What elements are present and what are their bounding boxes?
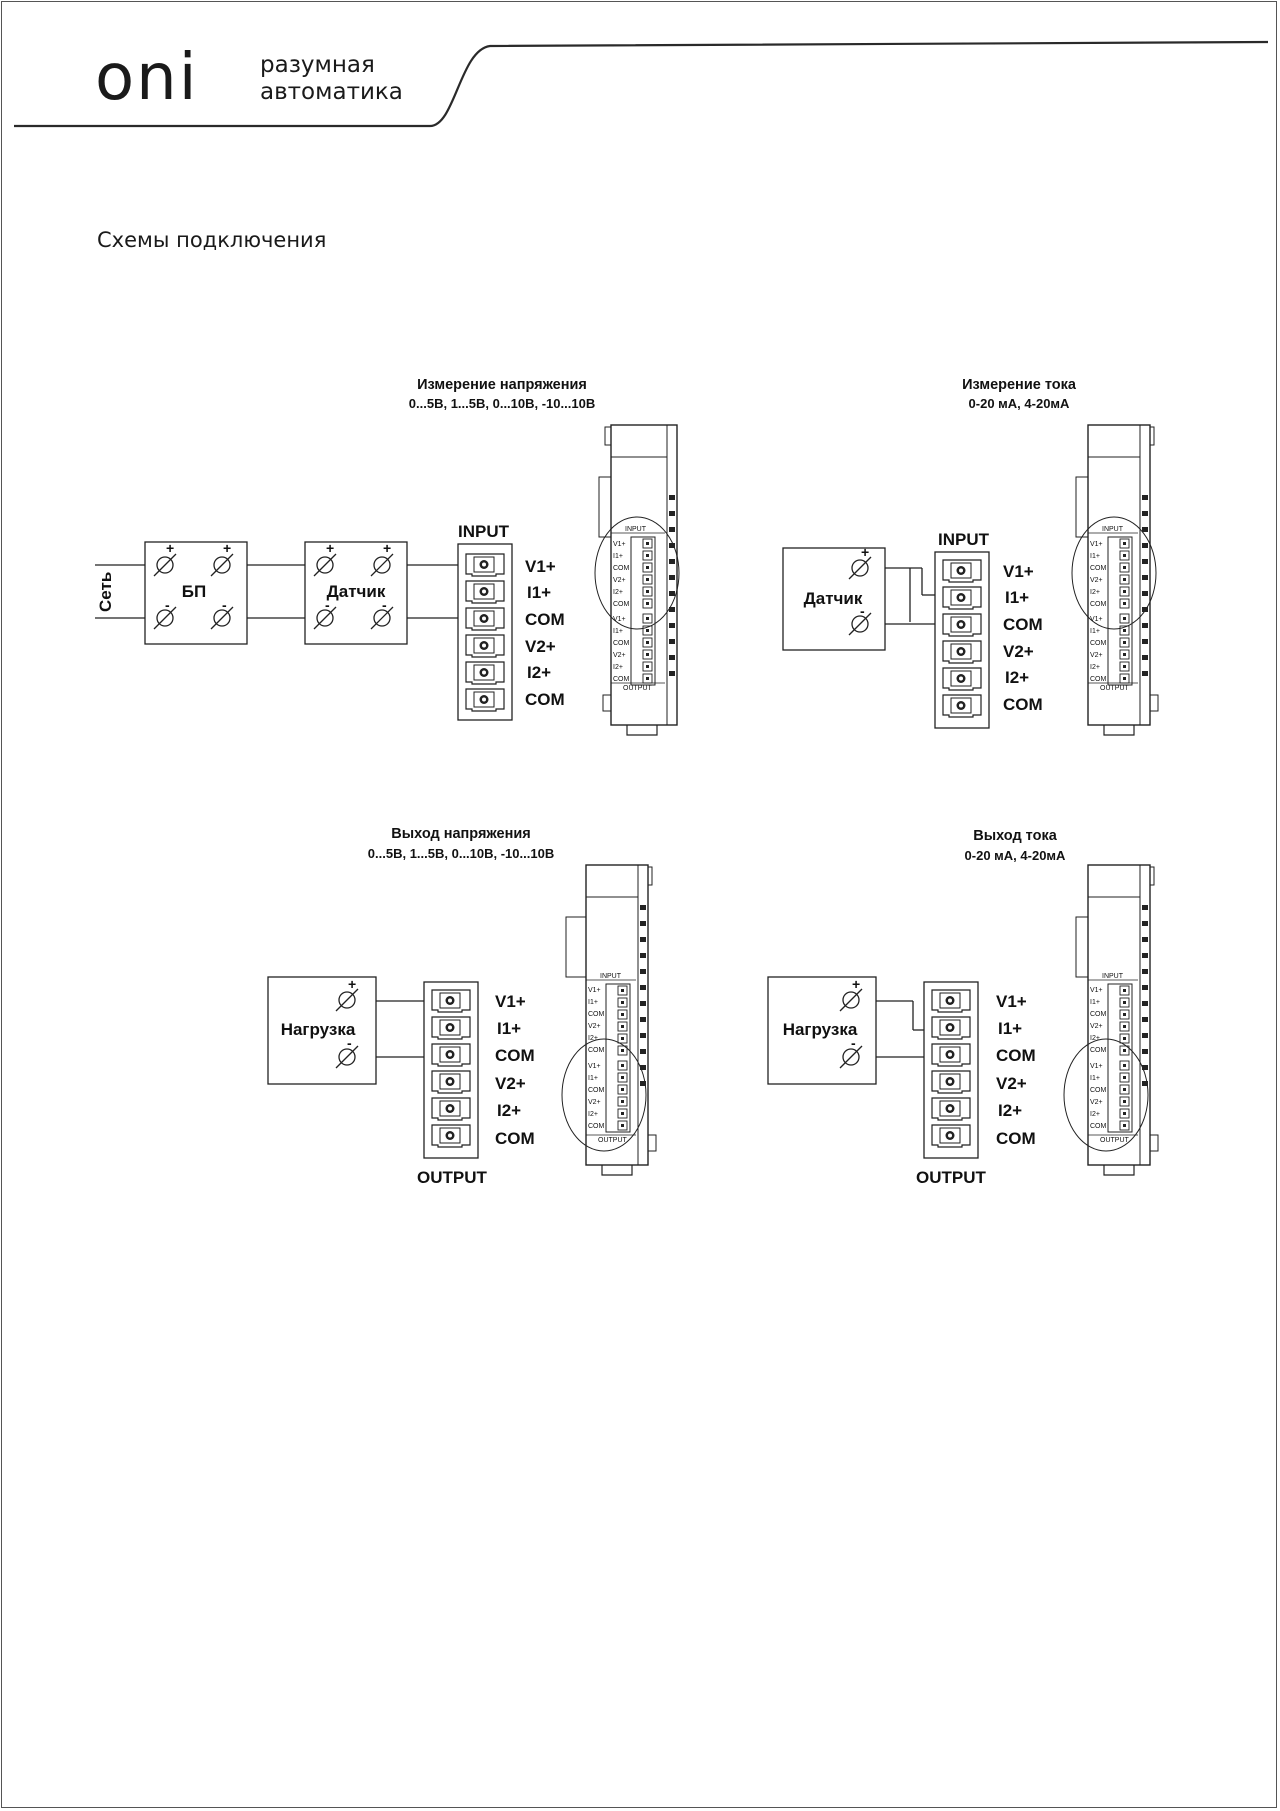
terminal-label: I1+ bbox=[1005, 588, 1030, 607]
terminal-label: V1+ bbox=[1003, 562, 1034, 581]
svg-text:-: - bbox=[851, 1035, 856, 1051]
terminal-label: COM bbox=[1003, 695, 1043, 714]
svg-text:OUTPUT: OUTPUT bbox=[1100, 685, 1129, 692]
terminal-label: I1+ bbox=[998, 1019, 1023, 1038]
terminal-label: COM bbox=[1003, 615, 1043, 634]
terminal-label: V1+ bbox=[996, 992, 1027, 1011]
connector-label: INPUT bbox=[938, 530, 989, 549]
svg-text:I1+: I1+ bbox=[613, 553, 623, 560]
load-label: Нагрузка bbox=[782, 1020, 858, 1039]
svg-text:V1+: V1+ bbox=[613, 616, 626, 623]
terminal-label: I2+ bbox=[1005, 668, 1030, 687]
svg-text:COM: COM bbox=[1090, 601, 1107, 608]
svg-text:+: + bbox=[861, 544, 870, 560]
svg-text:COM: COM bbox=[1090, 1087, 1107, 1094]
logo-tagline-1: разумная bbox=[260, 52, 375, 78]
diagram-title: Измерение напряжения bbox=[417, 377, 587, 393]
svg-text:V1+: V1+ bbox=[1090, 1063, 1103, 1070]
svg-text:COM: COM bbox=[613, 601, 630, 608]
logo-mark: oni bbox=[95, 41, 199, 115]
terminal-label: COM bbox=[495, 1046, 535, 1065]
svg-text:V2+: V2+ bbox=[588, 1099, 601, 1106]
diagram-voltage-output bbox=[268, 826, 656, 1187]
svg-text:V1+: V1+ bbox=[588, 1063, 601, 1070]
svg-text:INPUT: INPUT bbox=[1102, 973, 1123, 980]
svg-text:I1+: I1+ bbox=[1090, 553, 1100, 560]
svg-text:V1+: V1+ bbox=[613, 541, 626, 548]
svg-text:OUTPUT: OUTPUT bbox=[598, 1137, 627, 1144]
svg-text:I1+: I1+ bbox=[1090, 1075, 1100, 1082]
svg-text:OUTPUT: OUTPUT bbox=[623, 685, 652, 692]
svg-text:COM: COM bbox=[1090, 640, 1107, 647]
svg-text:INPUT: INPUT bbox=[1102, 526, 1123, 533]
svg-text:V2+: V2+ bbox=[1090, 1023, 1103, 1030]
network-label: Сеть bbox=[96, 571, 115, 612]
module-side-view bbox=[562, 865, 656, 1175]
diagram-voltage-input bbox=[95, 377, 679, 735]
svg-text:+: + bbox=[326, 540, 335, 556]
diagram-subtitle: 0-20 мА, 4-20мА bbox=[964, 848, 1066, 863]
logo-tagline-2: автоматика bbox=[260, 79, 403, 105]
svg-text:V1+: V1+ bbox=[588, 987, 601, 994]
svg-text:I2+: I2+ bbox=[588, 1035, 598, 1042]
page-title: Схемы подключения bbox=[97, 228, 327, 252]
terminal-label: V2+ bbox=[1003, 642, 1034, 661]
terminal-label: COM bbox=[495, 1129, 535, 1148]
svg-text:COM: COM bbox=[588, 1011, 605, 1018]
svg-text:I1+: I1+ bbox=[1090, 628, 1100, 635]
svg-text:OUTPUT: OUTPUT bbox=[1100, 1137, 1129, 1144]
terminal-label: V1+ bbox=[495, 992, 526, 1011]
terminal-label: COM bbox=[525, 610, 565, 629]
svg-text:COM: COM bbox=[1090, 1123, 1107, 1130]
diagram-subtitle: 0-20 мА, 4-20мА bbox=[968, 396, 1070, 411]
svg-text:I1+: I1+ bbox=[588, 999, 598, 1006]
diagram-subtitle: 0...5В, 1...5В, 0...10В, -10...10В bbox=[367, 846, 555, 861]
svg-text:I2+: I2+ bbox=[613, 589, 623, 596]
diagram-title: Измерение тока bbox=[962, 377, 1076, 393]
svg-text:COM: COM bbox=[588, 1047, 605, 1054]
svg-text:I1+: I1+ bbox=[1090, 999, 1100, 1006]
terminal-label: I1+ bbox=[527, 583, 552, 602]
terminal-label: V2+ bbox=[525, 637, 556, 656]
diagram-title: Выход напряжения bbox=[391, 826, 531, 842]
svg-text:COM: COM bbox=[1090, 1011, 1107, 1018]
svg-text:-: - bbox=[325, 597, 330, 613]
svg-text:INPUT: INPUT bbox=[625, 526, 646, 533]
terminal-label: V1+ bbox=[525, 557, 556, 576]
psu-label: БП bbox=[181, 582, 207, 601]
module-side-view bbox=[595, 425, 679, 735]
connector-label: OUTPUT bbox=[417, 1168, 487, 1187]
svg-text:COM: COM bbox=[1090, 1047, 1107, 1054]
svg-text:V2+: V2+ bbox=[1090, 577, 1103, 584]
svg-text:COM: COM bbox=[613, 640, 630, 647]
terminal-label: V2+ bbox=[996, 1074, 1027, 1093]
svg-text:COM: COM bbox=[1090, 676, 1107, 683]
svg-text:V2+: V2+ bbox=[588, 1023, 601, 1030]
svg-text:INPUT: INPUT bbox=[600, 973, 621, 980]
diagram-current-output bbox=[768, 828, 1158, 1187]
svg-text:I1+: I1+ bbox=[588, 1075, 598, 1082]
svg-text:+: + bbox=[223, 540, 232, 556]
terminal-label: I2+ bbox=[527, 663, 552, 682]
svg-text:-: - bbox=[165, 597, 170, 613]
svg-text:V1+: V1+ bbox=[1090, 541, 1103, 548]
svg-text:-: - bbox=[347, 1035, 352, 1051]
svg-text:-: - bbox=[222, 597, 227, 613]
svg-text:I2+: I2+ bbox=[1090, 1111, 1100, 1118]
sensor-label: Датчик bbox=[803, 589, 863, 608]
module-side-view bbox=[1064, 865, 1158, 1175]
svg-text:V2+: V2+ bbox=[1090, 1099, 1103, 1106]
svg-text:I2+: I2+ bbox=[1090, 1035, 1100, 1042]
terminal-label: COM bbox=[525, 690, 565, 709]
svg-text:+: + bbox=[383, 540, 392, 556]
terminal-label: COM bbox=[996, 1129, 1036, 1148]
svg-text:V2+: V2+ bbox=[613, 577, 626, 584]
svg-text:V1+: V1+ bbox=[1090, 987, 1103, 994]
module-side-view bbox=[1072, 425, 1158, 735]
diagram-current-input bbox=[783, 377, 1158, 735]
svg-text:I1+: I1+ bbox=[613, 628, 623, 635]
terminal-label: I2+ bbox=[497, 1101, 522, 1120]
svg-text:V1+: V1+ bbox=[1090, 616, 1103, 623]
svg-text:I2+: I2+ bbox=[1090, 664, 1100, 671]
svg-text:+: + bbox=[348, 976, 357, 992]
svg-text:V2+: V2+ bbox=[1090, 652, 1103, 659]
svg-text:COM: COM bbox=[613, 565, 630, 572]
diagram-title: Выход тока bbox=[973, 828, 1057, 844]
svg-text:I2+: I2+ bbox=[613, 664, 623, 671]
svg-text:COM: COM bbox=[613, 676, 630, 683]
terminal-label: I1+ bbox=[497, 1019, 522, 1038]
sensor-label: Датчик bbox=[326, 582, 386, 601]
load-label: Нагрузка bbox=[280, 1020, 356, 1039]
connector-label: OUTPUT bbox=[916, 1168, 986, 1187]
svg-text:+: + bbox=[166, 540, 175, 556]
connector-label: INPUT bbox=[458, 522, 509, 541]
svg-text:I2+: I2+ bbox=[1090, 589, 1100, 596]
svg-text:COM: COM bbox=[588, 1087, 605, 1094]
svg-text:COM: COM bbox=[1090, 565, 1107, 572]
diagram-subtitle: 0...5В, 1...5В, 0...10В, -10...10В bbox=[408, 396, 596, 411]
terminal-label: I2+ bbox=[998, 1101, 1023, 1120]
svg-text:I2+: I2+ bbox=[588, 1111, 598, 1118]
svg-text:V2+: V2+ bbox=[613, 652, 626, 659]
svg-text:-: - bbox=[382, 597, 387, 613]
terminal-label: V2+ bbox=[495, 1074, 526, 1093]
svg-text:+: + bbox=[852, 976, 861, 992]
svg-text:COM: COM bbox=[588, 1123, 605, 1130]
svg-text:-: - bbox=[860, 603, 865, 619]
terminal-label: COM bbox=[996, 1046, 1036, 1065]
